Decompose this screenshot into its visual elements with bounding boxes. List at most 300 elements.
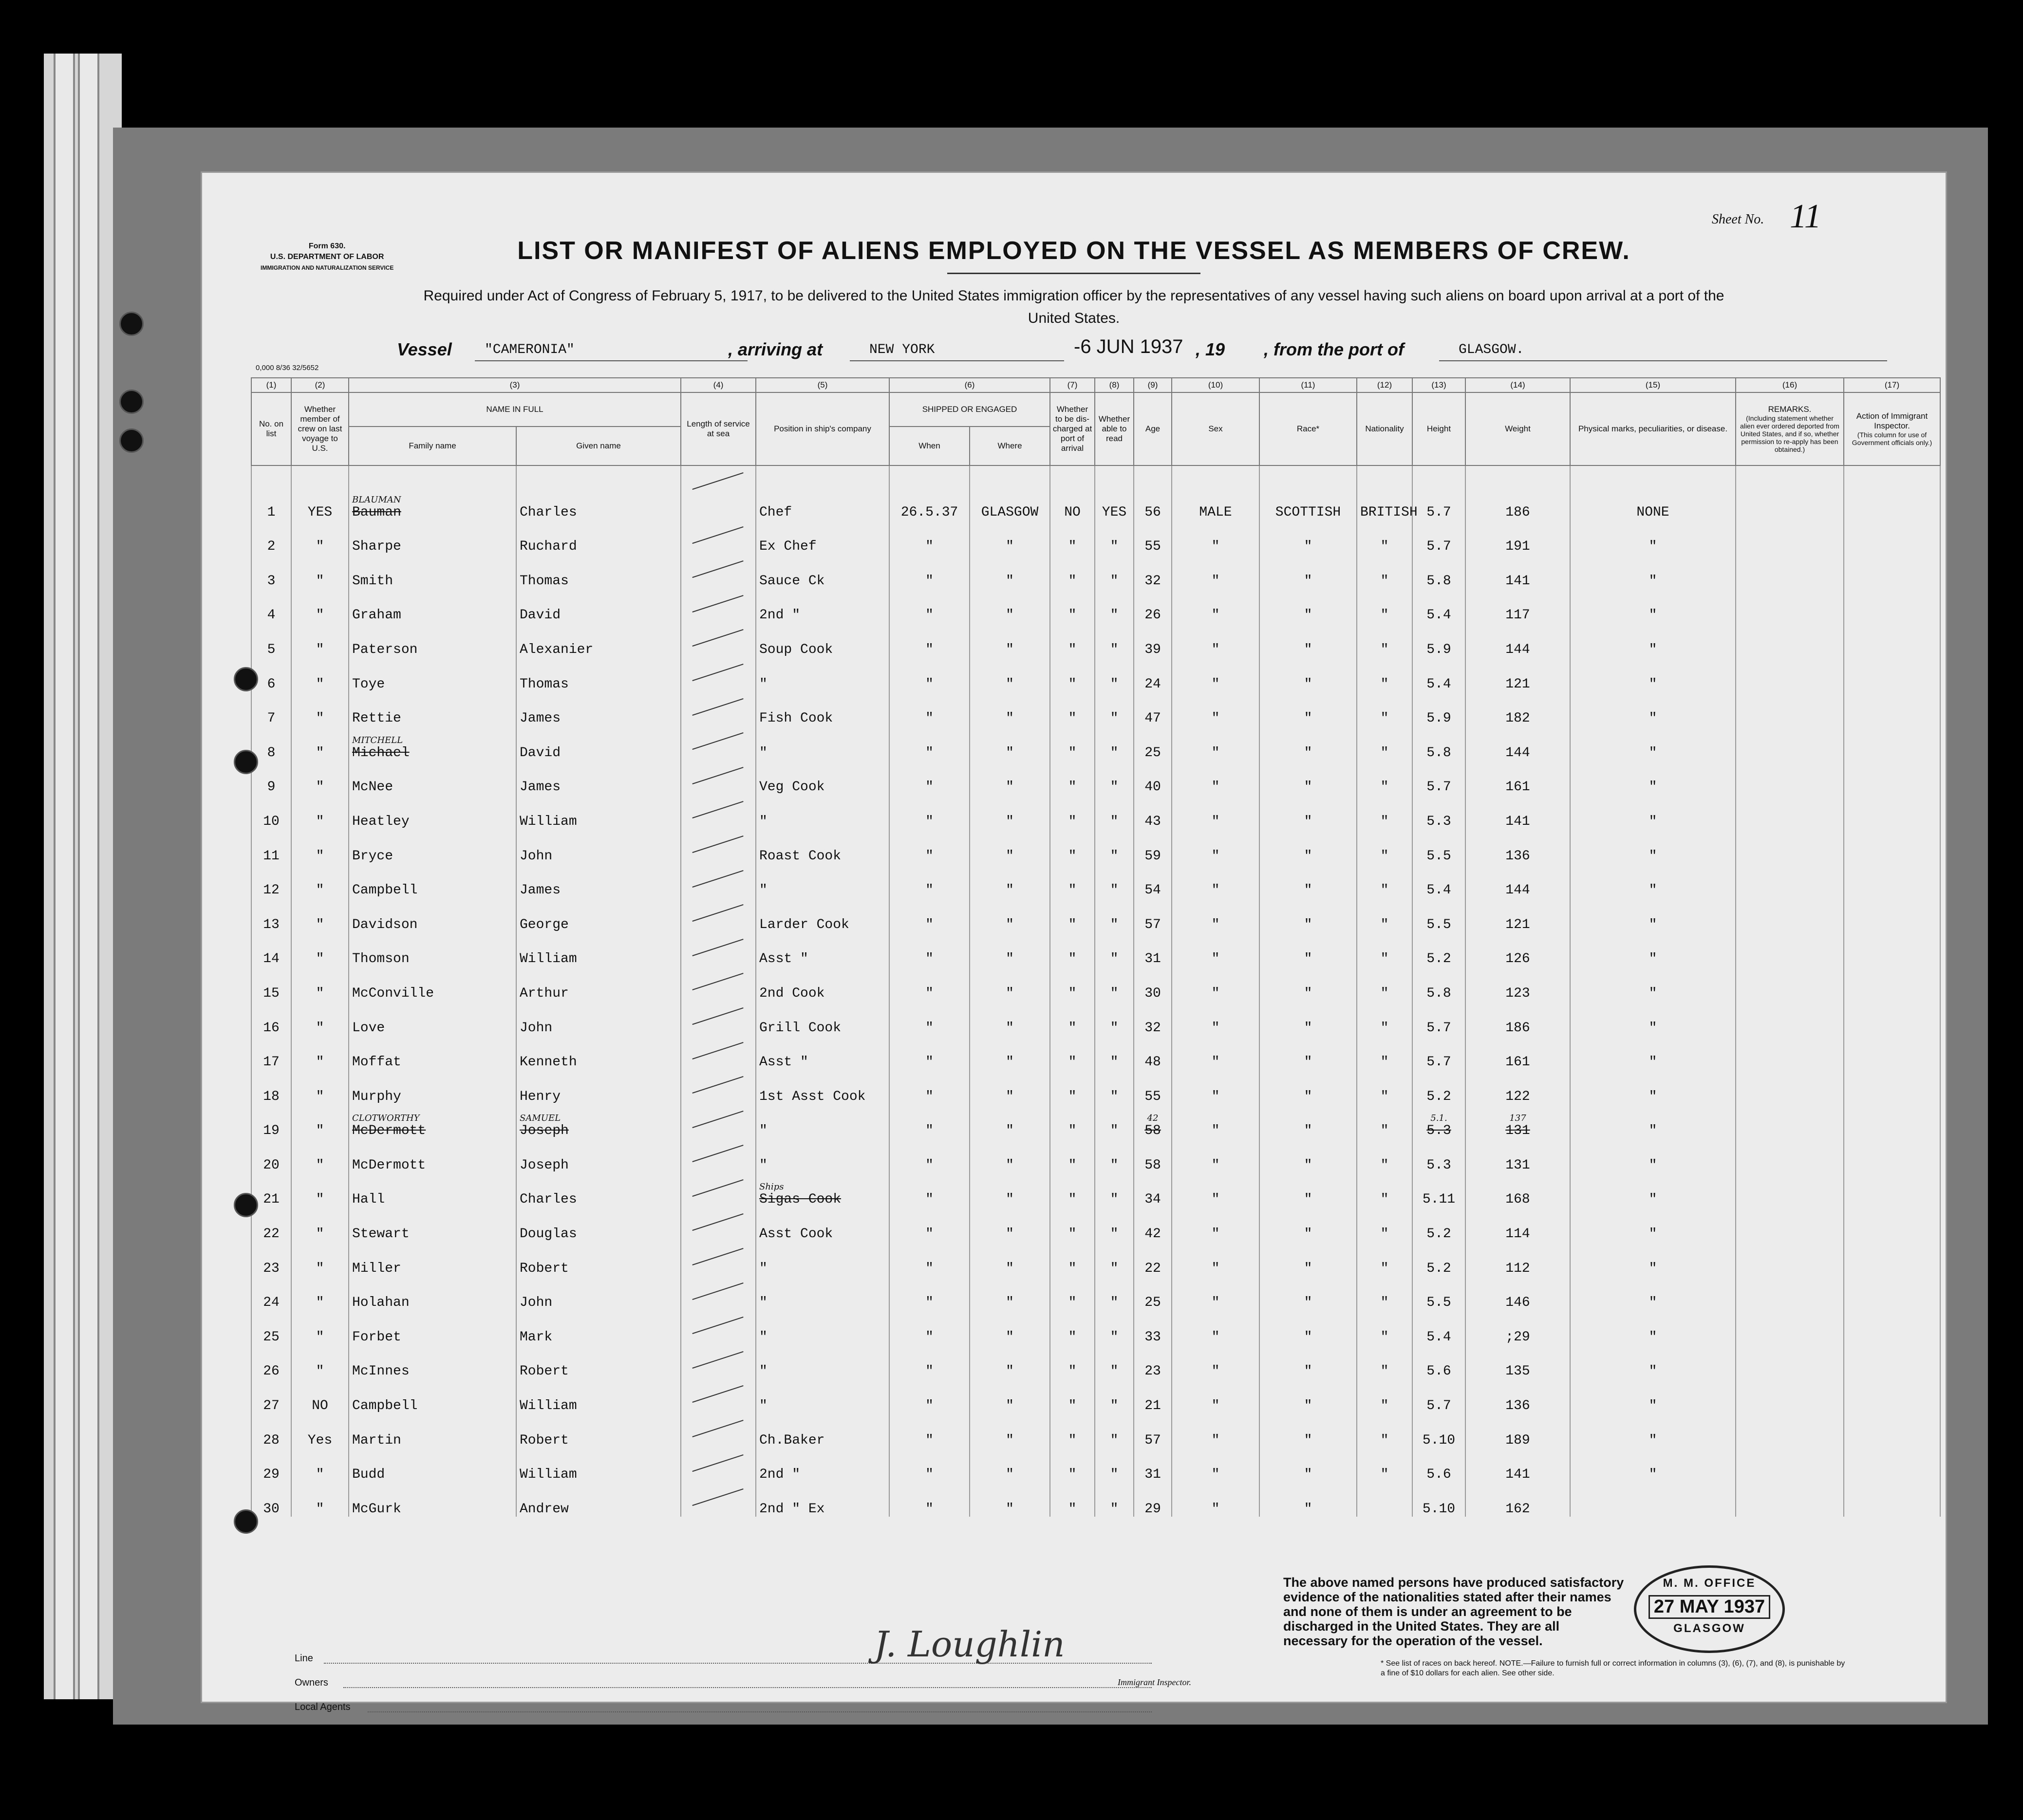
shipped-where-cell: [970, 623, 1050, 657]
age-cell: [1134, 864, 1172, 898]
weight-cell: [1465, 1036, 1570, 1070]
sex: ": [1211, 676, 1220, 692]
position: ": [759, 883, 768, 898]
inspector-action-cell: [1844, 1379, 1940, 1413]
member-last-voyage: ": [316, 1364, 324, 1379]
member-last-voyage: ": [316, 1020, 324, 1036]
member-last-voyage-cell: [291, 623, 349, 657]
family-name: Hall: [352, 1192, 385, 1207]
sex: ": [1211, 539, 1220, 555]
height-cell: [1412, 554, 1465, 589]
position-cell: [756, 1070, 889, 1104]
able-to-read: ": [1110, 1055, 1119, 1070]
member-last-voyage: ": [316, 848, 324, 864]
sex: ": [1211, 745, 1220, 761]
table-row: [251, 520, 1940, 555]
given-name: Henry: [520, 1089, 561, 1104]
given-name-cell: [516, 966, 681, 1001]
remarks-cell: [1736, 898, 1844, 932]
colnum-6: (6): [889, 378, 1050, 392]
remarks-cell: [1736, 1001, 1844, 1036]
given-name: Alexanier: [520, 642, 594, 657]
nationality-cell: [1357, 1104, 1412, 1139]
row-number-cell: [251, 1276, 291, 1311]
physical-marks: ": [1648, 608, 1657, 623]
remarks-cell: [1736, 1242, 1844, 1276]
age-cell: [1134, 692, 1172, 726]
shipped-when-cell: [889, 1276, 970, 1311]
weight-cell: [1465, 465, 1570, 520]
race: ": [1304, 1261, 1312, 1276]
remarks-cell: [1736, 1104, 1844, 1139]
to-be-discharged: NO: [1064, 504, 1081, 520]
nationality-cell: [1357, 795, 1412, 829]
row-number-cell: [251, 520, 291, 555]
shipped-where-cell: [970, 864, 1050, 898]
age: 58: [1144, 1123, 1161, 1139]
sex-cell: [1172, 520, 1259, 555]
given-name: James: [520, 780, 561, 795]
family-name-cell: [349, 795, 516, 829]
punch-hole: [119, 312, 144, 336]
physical-marks: ": [1648, 676, 1657, 692]
remarks-cell: [1736, 657, 1844, 692]
action-subtitle: (This column for use of Government officials only.): [1852, 431, 1932, 446]
row-number: 1: [267, 504, 276, 520]
check-mark: [692, 1111, 743, 1128]
race-cell: [1259, 1138, 1357, 1173]
length-of-service-cell: [681, 1070, 756, 1104]
sex-cell: [1172, 1310, 1259, 1345]
able-to-read-cell: [1095, 864, 1134, 898]
family-name: Paterson: [352, 642, 418, 657]
height: 5.9: [1426, 642, 1451, 657]
height-cell: [1412, 1242, 1465, 1276]
table-row: [251, 1379, 1940, 1413]
position-cell: [756, 932, 889, 967]
to-be-discharged-cell: [1050, 623, 1095, 657]
weight-cell: [1465, 692, 1570, 726]
shipped-when-cell: [889, 520, 970, 555]
length-of-service-cell: [681, 1448, 756, 1483]
length-of-service-cell: [681, 465, 756, 520]
physical-marks-cell: [1570, 623, 1736, 657]
shipped-where: ": [1006, 985, 1014, 1001]
able-to-read: ": [1110, 1501, 1119, 1517]
physical-marks-cell: [1570, 1276, 1736, 1311]
shipped-where-cell: [970, 1036, 1050, 1070]
table-row: [251, 761, 1940, 795]
position-correction: Ships: [759, 1182, 784, 1192]
stamp-date: 27 MAY 1937: [1648, 1595, 1770, 1619]
able-to-read-cell: [1095, 1001, 1134, 1036]
nationality-cell: [1357, 1413, 1412, 1448]
height: 5.2: [1426, 1089, 1451, 1104]
shipped-when-cell: [889, 1070, 970, 1104]
family-name: Toye: [352, 676, 385, 692]
sex-cell: [1172, 1070, 1259, 1104]
family-name-cell: [349, 623, 516, 657]
row-number-cell: [251, 1379, 291, 1413]
race: ": [1304, 608, 1312, 623]
able-to-read-cell: [1095, 657, 1134, 692]
position: Sauce Ck: [759, 573, 825, 589]
nationality: ": [1380, 608, 1389, 623]
family-name: Michael: [352, 745, 410, 761]
family-name: Smith: [352, 573, 393, 589]
row-number: 2: [267, 539, 276, 555]
to-be-discharged: ": [1068, 883, 1077, 898]
age-cell: [1134, 589, 1172, 623]
row-number: 7: [267, 711, 276, 726]
binder-strip: [78, 54, 99, 1699]
position-cell: [756, 554, 889, 589]
check-mark: [692, 629, 743, 647]
race: ": [1304, 1020, 1312, 1036]
weight-cell: [1465, 589, 1570, 623]
given-name: George: [520, 917, 569, 932]
to-be-discharged-cell: [1050, 1173, 1095, 1207]
length-of-service-cell: [681, 761, 756, 795]
member-last-voyage-cell: [291, 795, 349, 829]
position: Soup Cook: [759, 642, 833, 657]
physical-marks-cell: [1570, 1138, 1736, 1173]
nationality: ": [1380, 573, 1389, 589]
member-last-voyage: ": [316, 1123, 324, 1139]
nationality-cell: [1357, 864, 1412, 898]
shipped-when: ": [925, 780, 934, 795]
remarks-cell: [1736, 761, 1844, 795]
shipped-where: ": [1006, 1089, 1014, 1104]
race-cell: [1259, 1207, 1357, 1242]
nationality-cell: [1357, 1276, 1412, 1311]
position: ": [759, 1398, 768, 1414]
age: 25: [1144, 745, 1161, 761]
weight: 141: [1505, 1467, 1530, 1483]
check-mark: [692, 973, 743, 990]
able-to-read-cell: [1095, 966, 1134, 1001]
owners-field: [343, 1687, 1152, 1688]
length-of-service-cell: [681, 1138, 756, 1173]
sex-cell: [1172, 1276, 1259, 1311]
subtitle-text: Required under Act of Congress of February 5, 1917, to be delivered to the United States immigration officer by the representatives of any vessel having such aliens on board upon arrival at a port of the United States.: [423, 288, 1724, 326]
row-number-cell: [251, 1036, 291, 1070]
able-to-read-cell: [1095, 623, 1134, 657]
shipped-when-cell: [889, 932, 970, 967]
position-cell: [756, 1345, 889, 1379]
inspector-action-cell: [1844, 692, 1940, 726]
shipped-when: ": [925, 608, 934, 623]
row-number-cell: [251, 966, 291, 1001]
position: Sigas Cook: [759, 1192, 842, 1207]
physical-marks: ": [1648, 1432, 1657, 1448]
shipped-where: ": [1006, 1157, 1014, 1173]
age-cell: [1134, 554, 1172, 589]
inspector-action-cell: [1844, 1242, 1940, 1276]
given-name: James: [520, 883, 561, 898]
shipped-when: ": [925, 917, 934, 932]
to-be-discharged-cell: [1050, 1070, 1095, 1104]
nationality-cell: [1357, 692, 1412, 726]
to-be-discharged: ": [1068, 1020, 1077, 1036]
sex-cell: [1172, 966, 1259, 1001]
shipped-where: ": [1006, 1432, 1014, 1448]
header-weight: Weight: [1465, 392, 1570, 465]
check-mark: [692, 526, 743, 544]
height-cell: [1412, 520, 1465, 555]
given-name: Thomas: [520, 676, 569, 692]
shipped-where-cell: [970, 1207, 1050, 1242]
colnum-2: (2): [291, 378, 349, 392]
nationality: ": [1380, 1055, 1389, 1070]
able-to-read-cell: [1095, 1345, 1134, 1379]
nationality-cell: [1357, 829, 1412, 864]
height-cell: [1412, 1413, 1465, 1448]
shipped-when-cell: [889, 1482, 970, 1517]
able-to-read-cell: [1095, 1242, 1134, 1276]
row-number-cell: [251, 898, 291, 932]
physical-marks-cell: [1570, 1173, 1736, 1207]
nationality-cell: [1357, 761, 1412, 795]
nationality: ": [1380, 1089, 1389, 1104]
nationality: ": [1380, 711, 1389, 726]
nationality: ": [1380, 1226, 1389, 1242]
punch-hole: [119, 428, 144, 453]
physical-marks-cell: [1570, 864, 1736, 898]
family-name-cell: [349, 761, 516, 795]
to-be-discharged: ": [1068, 539, 1077, 555]
able-to-read-cell: [1095, 932, 1134, 967]
shipped-where: ": [1006, 1261, 1014, 1276]
remarks-cell: [1736, 554, 1844, 589]
header-row-upper: [251, 392, 1940, 427]
member-last-voyage: ": [316, 985, 324, 1001]
shipped-when-cell: [889, 1345, 970, 1379]
physical-marks-cell: [1570, 1036, 1736, 1070]
length-of-service-cell: [681, 1413, 756, 1448]
length-of-service-cell: [681, 829, 756, 864]
to-be-discharged: ": [1068, 985, 1077, 1001]
check-mark: [692, 939, 743, 956]
race: ": [1304, 1123, 1312, 1139]
member-last-voyage-cell: [291, 554, 349, 589]
able-to-read: ": [1110, 985, 1119, 1001]
position-cell: [756, 1448, 889, 1483]
shipped-where-cell: [970, 761, 1050, 795]
race-cell: [1259, 1173, 1357, 1207]
race: ": [1304, 951, 1312, 967]
given-name-cell: [516, 623, 681, 657]
family-name-cell: [349, 1104, 516, 1139]
to-be-discharged: ": [1068, 1157, 1077, 1173]
shipped-where: ": [1006, 848, 1014, 864]
colnum-17: (17): [1844, 378, 1940, 392]
able-to-read-cell: [1095, 1104, 1134, 1139]
height: 5.8: [1426, 985, 1451, 1001]
shipped-when-cell: [889, 554, 970, 589]
length-of-service-cell: [681, 1242, 756, 1276]
given-name-cell: [516, 1138, 681, 1173]
nationality: ": [1380, 1329, 1389, 1345]
shipped-when-cell: [889, 1413, 970, 1448]
physical-marks: ": [1648, 573, 1657, 589]
shipped-when-cell: [889, 1138, 970, 1173]
row-number-cell: [251, 1413, 291, 1448]
physical-marks-cell: [1570, 1413, 1736, 1448]
length-of-service-cell: [681, 520, 756, 555]
nationality-cell: [1357, 520, 1412, 555]
physical-marks: ": [1648, 917, 1657, 932]
weight: 168: [1505, 1192, 1530, 1207]
age: 30: [1144, 985, 1161, 1001]
weight-cell: [1465, 898, 1570, 932]
to-be-discharged: ": [1068, 608, 1077, 623]
physical-marks: NONE: [1636, 504, 1669, 520]
sex-cell: [1172, 829, 1259, 864]
given-name-cell: [516, 1104, 681, 1139]
position-cell: [756, 1379, 889, 1413]
header-remarks: [1736, 392, 1844, 465]
age: 23: [1144, 1364, 1161, 1379]
shipped-where-cell: [970, 692, 1050, 726]
form-service: IMMIGRATION AND NATURALIZATION SERVICE: [261, 264, 394, 271]
port-label: , from the port of: [1264, 339, 1404, 359]
shipped-when: ": [925, 1432, 934, 1448]
race: ": [1304, 1329, 1312, 1345]
inspector-action-cell: [1844, 726, 1940, 761]
family-name: Moffat: [352, 1055, 401, 1070]
sex: ": [1211, 1467, 1220, 1483]
able-to-read: YES: [1102, 504, 1127, 520]
nationality-cell: [1357, 623, 1412, 657]
to-be-discharged: ": [1068, 780, 1077, 795]
able-to-read-cell: [1095, 1379, 1134, 1413]
physical-marks-cell: [1570, 898, 1736, 932]
age-cell: [1134, 520, 1172, 555]
shipped-where: ": [1006, 1329, 1014, 1345]
member-last-voyage: ": [316, 1157, 324, 1173]
sex: ": [1211, 814, 1220, 829]
to-be-discharged-cell: [1050, 1448, 1095, 1483]
member-last-voyage-cell: [291, 761, 349, 795]
race-cell: [1259, 1070, 1357, 1104]
position: 2nd ": [759, 1467, 801, 1483]
remarks-cell: [1736, 829, 1844, 864]
given-name: Robert: [520, 1261, 569, 1276]
given-name: Douglas: [520, 1226, 577, 1242]
member-last-voyage-cell: [291, 1345, 349, 1379]
member-last-voyage: ": [316, 1329, 324, 1345]
family-name-cell: [349, 1036, 516, 1070]
shipped-when: ": [925, 745, 934, 761]
family-name: Rettie: [352, 711, 401, 726]
age-cell: [1134, 1379, 1172, 1413]
row-number: 11: [263, 848, 280, 864]
age-cell: [1134, 795, 1172, 829]
able-to-read: ": [1110, 848, 1119, 864]
position-cell: [756, 1001, 889, 1036]
shipped-where-cell: [970, 657, 1050, 692]
member-last-voyage-cell: [291, 520, 349, 555]
member-last-voyage: ": [316, 780, 324, 795]
sex-cell: [1172, 898, 1259, 932]
stamp-top-text: M. M. OFFICE: [1663, 1577, 1756, 1590]
given-name: Thomas: [520, 573, 569, 589]
row-number-cell: [251, 1448, 291, 1483]
given-name-cell: [516, 1379, 681, 1413]
weight: 186: [1505, 1020, 1530, 1036]
length-of-service-cell: [681, 589, 756, 623]
table-row: [251, 554, 1940, 589]
header-given-name: Given name: [516, 427, 681, 465]
race: ": [1304, 848, 1312, 864]
able-to-read: ": [1110, 1226, 1119, 1242]
table-row: [251, 465, 1940, 520]
check-mark: [692, 1007, 743, 1025]
sex-cell: [1172, 1379, 1259, 1413]
given-name-cell: [516, 1001, 681, 1036]
age: 57: [1144, 1432, 1161, 1448]
position-cell: [756, 465, 889, 520]
shipped-where-cell: [970, 554, 1050, 589]
row-number: 16: [263, 1020, 280, 1036]
to-be-discharged-cell: [1050, 726, 1095, 761]
owners-label: Owners: [295, 1677, 328, 1688]
shipped-where-cell: [970, 1276, 1050, 1311]
weight-cell: [1465, 1207, 1570, 1242]
family-name: McGurk: [352, 1501, 401, 1517]
length-of-service-cell: [681, 1276, 756, 1311]
row-number-cell: [251, 554, 291, 589]
given-name: Robert: [520, 1432, 569, 1448]
to-be-discharged: ": [1068, 1261, 1077, 1276]
row-number-cell: [251, 623, 291, 657]
given-name: Joseph: [520, 1123, 569, 1139]
shipped-when-cell: [889, 589, 970, 623]
height-cell: [1412, 692, 1465, 726]
weight: 144: [1505, 642, 1530, 657]
length-of-service-cell: [681, 1104, 756, 1139]
member-last-voyage: ": [316, 1501, 324, 1517]
weight-cell: [1465, 1070, 1570, 1104]
weight-cell: [1465, 623, 1570, 657]
sex-cell: [1172, 692, 1259, 726]
row-number-cell: [251, 1242, 291, 1276]
shipped-when-cell: [889, 657, 970, 692]
check-mark: [692, 870, 743, 888]
family-name-cell: [349, 1482, 516, 1517]
colnum-3: (3): [349, 378, 681, 392]
vessel-name: "CAMERONIA": [485, 342, 575, 357]
nationality: ": [1380, 1123, 1389, 1139]
remarks-cell: [1736, 465, 1844, 520]
sex-cell: [1172, 795, 1259, 829]
row-number: 29: [263, 1467, 280, 1483]
shipped-when: ": [925, 1089, 934, 1104]
row-number: 28: [263, 1432, 280, 1448]
given-name-cell: [516, 520, 681, 555]
given-name: John: [520, 1295, 553, 1311]
height: 5.9: [1426, 711, 1451, 726]
physical-marks: ": [1648, 985, 1657, 1001]
nationality-cell: [1357, 726, 1412, 761]
inspector-action-cell: [1844, 1036, 1940, 1070]
physical-marks: ": [1648, 1020, 1657, 1036]
table-row: [251, 657, 1940, 692]
header-length-service: Length of service at sea: [681, 392, 756, 465]
position-cell: [756, 1276, 889, 1311]
shipped-when: ": [925, 1055, 934, 1070]
